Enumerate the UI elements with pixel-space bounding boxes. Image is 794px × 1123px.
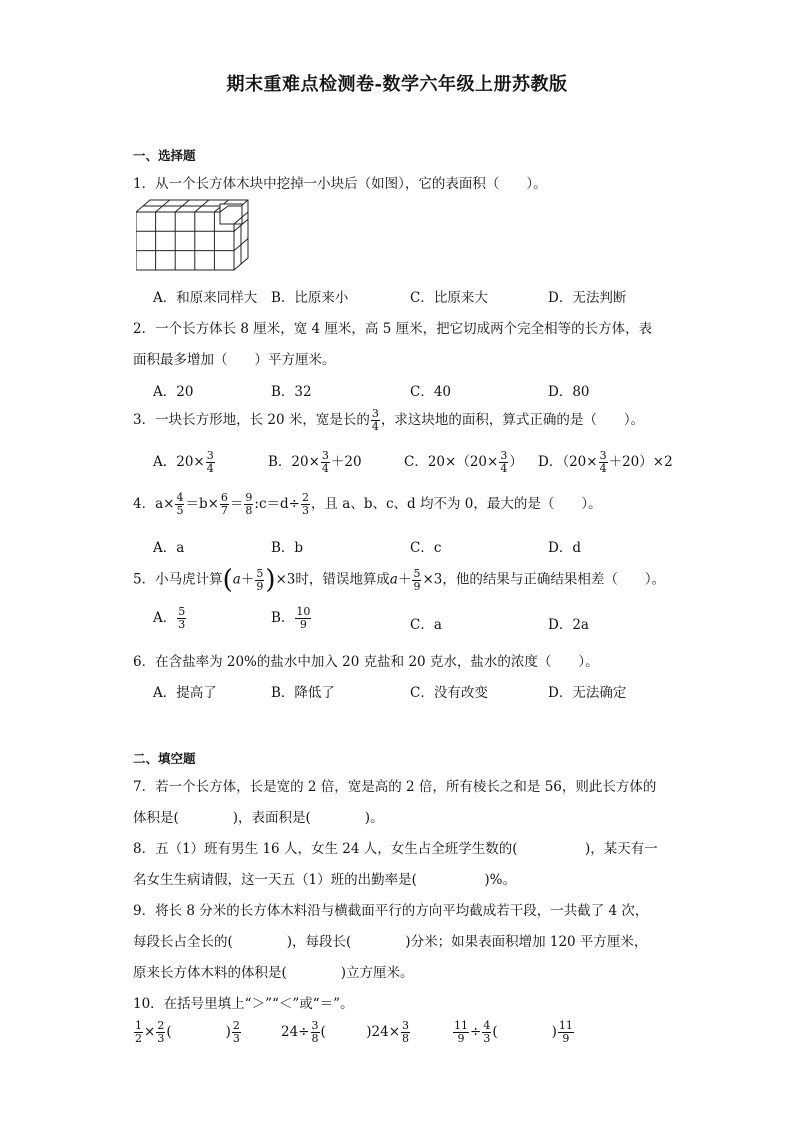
question-6: 6．在含盐率为 20%的盐水中加入 20 克盐和 20 克水，盐水的浓度（ ）。 (133, 654, 599, 670)
question-7-line1: 7．若一个长方体，长是宽的 2 倍，宽是高的 2 倍，所有棱长之和是 56，则此长方体的 (133, 779, 657, 795)
q6-option-b[interactable]: B．降低了 (271, 685, 335, 701)
question-2-line2: 面积最多增加（ ）平方厘米。 (133, 352, 336, 368)
fraction: $\frac{3}{4}$ (371, 407, 379, 433)
q10-expression-3: $\frac{11}{9}$ ÷ $\frac{4}{3}$ ( ) $\frac{11}{9}$ (454, 1019, 573, 1045)
question-9-line2: 每段长占全长的( )，每段长( )分米；如果表面积增加 120 平方厘米， (133, 934, 648, 950)
q5-option-d[interactable]: D．2a (548, 617, 589, 633)
q1-option-a[interactable]: A．和原来同样大 (153, 290, 258, 306)
q1-option-c[interactable]: C．比原来大 (410, 290, 488, 306)
q4-option-a[interactable]: A．a (153, 540, 185, 556)
question-9-line3: 原来长方体木料的体积是( )立方厘米。 (133, 965, 414, 981)
section-choice-heading: 一、选择题 (133, 148, 196, 163)
q10-blank-2[interactable]: ( ) (320, 1024, 372, 1040)
q10-expression-1: $\frac{1}{2}$ × $\frac{2}{3}$ ( ) $\frac{2}{3}$ (135, 1019, 240, 1045)
q4-option-d[interactable]: D．d (548, 540, 581, 556)
q5-option-c[interactable]: C．a (410, 617, 442, 633)
q10-blank-3[interactable]: ( ) (492, 1024, 557, 1040)
q2-option-a[interactable]: A．20 (153, 384, 194, 400)
question-4: 4．a× $\frac{4}{5}$ ＝b× $\frac{6}{7}$ ＝ $\frac{9}{8}$ :c＝d÷ $\frac{2}{3}$ ，且 a、b、c、d 均不为 0，最大的是（ ）。 (133, 491, 602, 517)
q2-option-d[interactable]: D．80 (548, 384, 590, 400)
q1-option-d[interactable]: D．无法判断 (548, 290, 627, 306)
question-5: 5．小马虎计算(a＋ $\frac{5}{9}$ )×3时，错误地算成a＋ $\frac{5}{9}$ ×3，他的结果与正确结果相差（ ）。 (133, 565, 666, 595)
q4-option-b[interactable]: B．b (271, 540, 304, 556)
q3-option-a[interactable]: A．20× $\frac{3}{4}$ (153, 449, 214, 475)
q10-blank-1[interactable]: ( ) (166, 1024, 231, 1040)
page-title: 期末重难点检测卷-数学六年级上册苏教版 (226, 74, 568, 95)
q6-option-c[interactable]: C．没有改变 (410, 685, 488, 701)
question-3: 3．一块长方形地，长 20 米，宽是长的 $\frac{3}{4}$ ，求这块地的面积，算式正确的是（ ）。 (133, 407, 645, 433)
q5-option-b[interactable]: B． $\frac{10}{9}$ (271, 605, 311, 631)
q10-expression-2: 24÷ $\frac{3}{8}$ ( )24× $\frac{3}{8}$ (281, 1019, 410, 1045)
q3-option-b[interactable]: B．20× $\frac{3}{4}$ ＋20 (268, 449, 362, 475)
cuboid-figure (136, 198, 254, 274)
q3-option-c[interactable]: C．20×（20× $\frac{3}{4}$ ） (404, 449, 523, 475)
q6-option-d[interactable]: D．无法确定 (548, 685, 627, 701)
question-10: 10．在括号里填上“＞”“＜”或“＝”。 (133, 996, 354, 1012)
q6-option-a[interactable]: A．提高了 (153, 685, 217, 701)
question-8-line2: 名女生生病请假，这一天五（1）班的出勤率是( )%。 (133, 872, 516, 888)
question-8-line1: 8．五（1）班有男生 16 人，女生 24 人，女生占全班学生数的( )，某天有一 (133, 841, 658, 857)
q1-option-b[interactable]: B．比原来小 (271, 290, 349, 306)
question-9-line1: 9．将长 8 分米的长方体木料沿与横截面平行的方向平均截成若干段，一共截了 4 次， (133, 903, 649, 919)
question-1: 1．从一个长方体木块中挖掉一小块后（如图），它的表面积（ ）。 (133, 176, 547, 192)
question-2-line1: 2．一个长方体长 8 厘米，宽 4 厘米，高 5 厘米，把它切成两个完全相等的长方体，表 (133, 321, 653, 337)
q2-option-b[interactable]: B．32 (271, 384, 312, 400)
q5-option-a[interactable]: A． $\frac{5}{3}$ (153, 605, 186, 631)
question-7-line2: 体积是( )，表面积是( )。 (133, 810, 384, 826)
q3-option-d[interactable]: D．（20× $\frac{3}{4}$ ＋20）×2 (538, 449, 673, 475)
section-fill-heading: 二、填空题 (133, 751, 196, 766)
q4-option-c[interactable]: C．c (410, 540, 442, 556)
q2-option-c[interactable]: C．40 (410, 384, 452, 400)
